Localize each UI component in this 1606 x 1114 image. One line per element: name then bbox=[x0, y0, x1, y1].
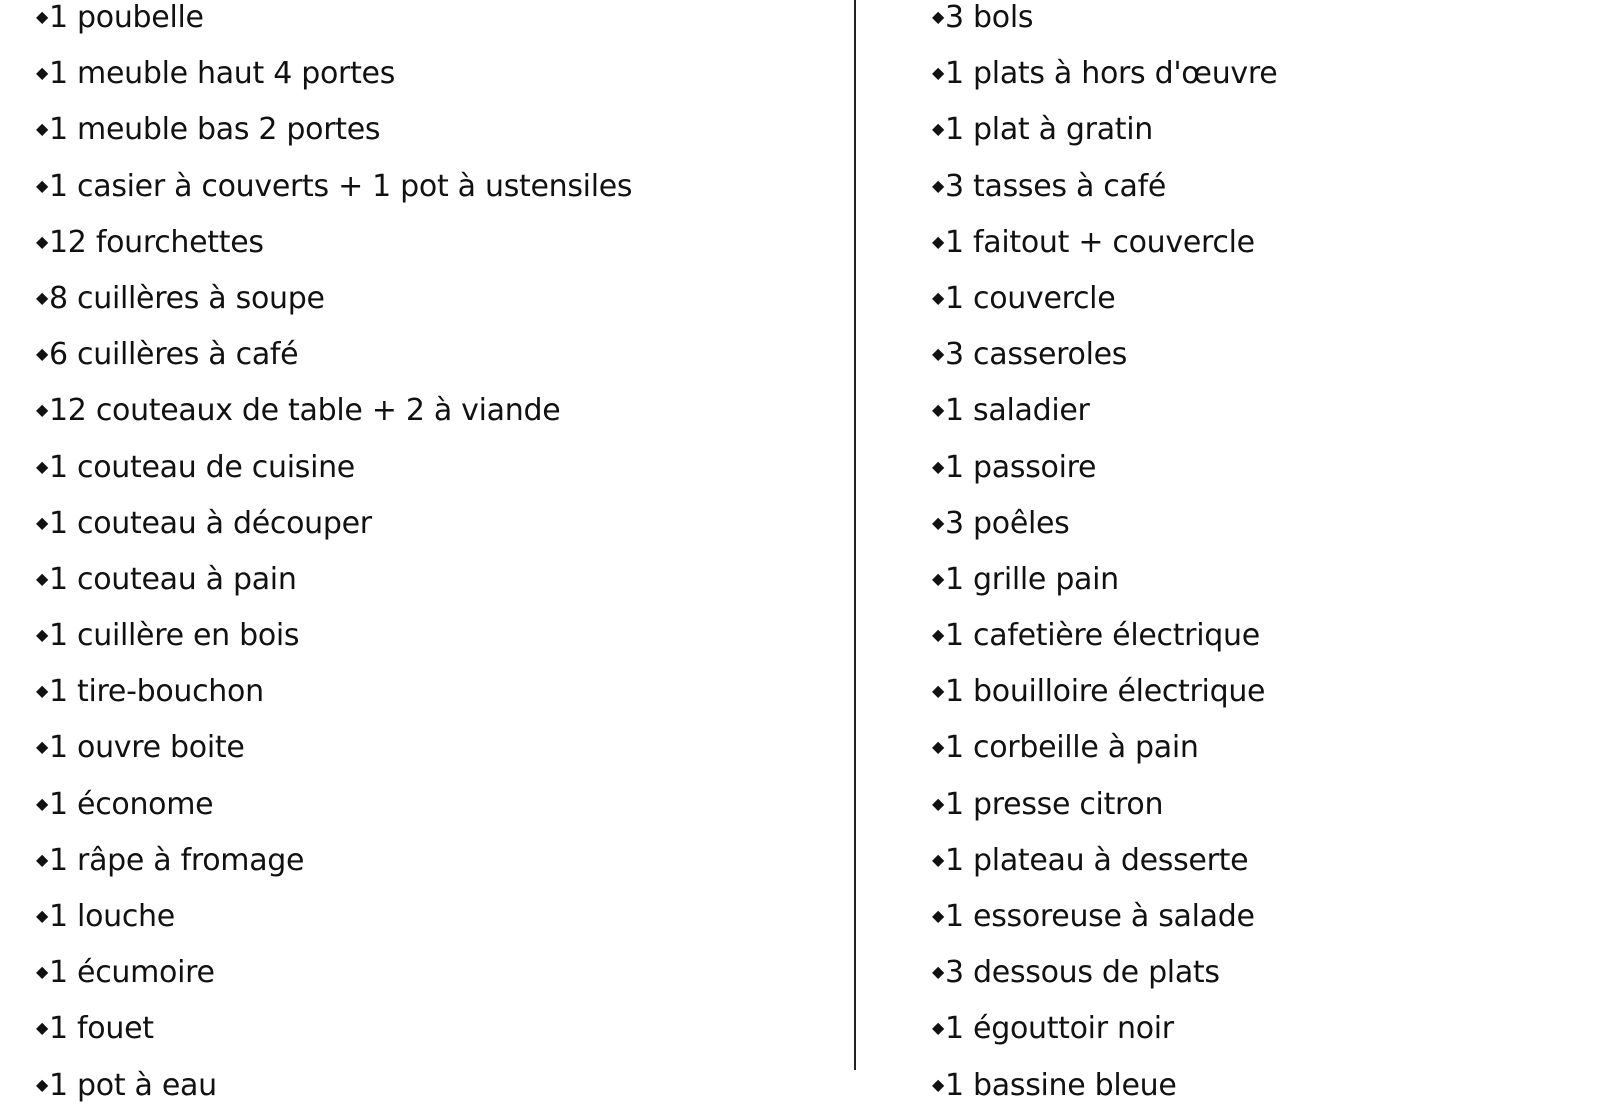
list-item bbox=[36, 551, 632, 607]
diamond-bullet-icon: ◆ bbox=[36, 512, 49, 532]
list-item-text: 3 bols bbox=[945, 0, 1034, 35]
list-item bbox=[932, 495, 1277, 551]
list-item bbox=[932, 551, 1277, 607]
diamond-bullet-icon: ◆ bbox=[932, 849, 945, 869]
list-item bbox=[36, 832, 632, 888]
list-item-text: 1 faitout + couvercle bbox=[945, 224, 1255, 260]
list-item bbox=[36, 1000, 632, 1056]
list-item bbox=[932, 607, 1277, 663]
list-item-text: 1 plat à gratin bbox=[945, 112, 1153, 148]
list-item bbox=[36, 158, 632, 214]
list-item-text: 1 grille pain bbox=[945, 561, 1119, 597]
diamond-bullet-icon: ◆ bbox=[932, 737, 945, 757]
diamond-bullet-icon: ◆ bbox=[932, 962, 945, 982]
list-item-text: 1 râpe à fromage bbox=[49, 842, 305, 878]
diamond-bullet-icon: ◆ bbox=[36, 63, 49, 83]
list-item-text: 1 plateau à desserte bbox=[945, 842, 1249, 878]
diamond-bullet-icon: ◆ bbox=[36, 568, 49, 588]
list-item-text: 1 égouttoir noir bbox=[945, 1011, 1174, 1047]
list-item bbox=[36, 607, 632, 663]
list-item bbox=[36, 101, 632, 157]
list-item bbox=[36, 888, 632, 944]
diamond-bullet-icon: ◆ bbox=[932, 793, 945, 813]
diamond-bullet-icon: ◆ bbox=[932, 287, 945, 307]
list-item bbox=[36, 45, 632, 101]
list-item-text: 1 saladier bbox=[945, 393, 1090, 429]
right-inventory-list bbox=[932, 0, 1277, 1113]
list-item-text: 6 cuillères à café bbox=[49, 337, 299, 373]
list-item-text: 3 casseroles bbox=[945, 337, 1128, 373]
diamond-bullet-icon: ◆ bbox=[36, 1018, 49, 1038]
diamond-bullet-icon: ◆ bbox=[36, 7, 49, 26]
list-item bbox=[36, 0, 632, 45]
diamond-bullet-icon: ◆ bbox=[36, 456, 49, 476]
list-item bbox=[932, 326, 1277, 382]
list-item bbox=[932, 101, 1277, 157]
diamond-bullet-icon: ◆ bbox=[36, 1074, 49, 1094]
list-item-text: 1 bouilloire électrique bbox=[945, 674, 1266, 710]
diamond-bullet-icon: ◆ bbox=[36, 344, 49, 364]
list-item bbox=[932, 270, 1277, 326]
list-item-text: 1 pot à eau bbox=[49, 1067, 217, 1103]
list-item bbox=[36, 719, 632, 775]
list-item bbox=[932, 0, 1277, 45]
list-item bbox=[36, 1057, 632, 1113]
list-item bbox=[932, 382, 1277, 438]
list-item-text: 1 passoire bbox=[945, 449, 1097, 485]
list-item-text: 1 bassine bleue bbox=[945, 1067, 1177, 1103]
diamond-bullet-icon: ◆ bbox=[36, 231, 49, 251]
list-item bbox=[36, 776, 632, 832]
list-item-text: 1 tire-bouchon bbox=[49, 674, 264, 710]
list-item-text: 3 dessous de plats bbox=[945, 955, 1220, 991]
list-item bbox=[932, 158, 1277, 214]
list-item-text: 1 économe bbox=[49, 786, 214, 822]
list-item bbox=[932, 214, 1277, 270]
diamond-bullet-icon: ◆ bbox=[932, 344, 945, 364]
list-item-text: 1 couvercle bbox=[945, 280, 1116, 316]
list-item-text: 1 louche bbox=[49, 899, 175, 934]
list-item-text: 1 couteau à pain bbox=[49, 561, 297, 597]
diamond-bullet-icon: ◆ bbox=[932, 681, 945, 701]
diamond-bullet-icon: ◆ bbox=[36, 400, 49, 420]
diamond-bullet-icon: ◆ bbox=[36, 849, 49, 869]
diamond-bullet-icon: ◆ bbox=[932, 906, 945, 925]
diamond-bullet-icon: ◆ bbox=[36, 625, 49, 645]
list-item bbox=[36, 326, 632, 382]
list-item bbox=[36, 663, 632, 719]
list-item-text: 1 presse citron bbox=[945, 786, 1164, 822]
diamond-bullet-icon: ◆ bbox=[932, 568, 945, 588]
list-item-text: 1 couteau de cuisine bbox=[49, 449, 355, 485]
list-item-text: 1 écumoire bbox=[49, 955, 215, 991]
diamond-bullet-icon: ◆ bbox=[932, 231, 945, 251]
list-item-text: 1 plats à hors d'œuvre bbox=[945, 56, 1278, 92]
list-item bbox=[932, 944, 1277, 1000]
list-item-text: 1 meuble haut 4 portes bbox=[49, 56, 396, 92]
list-item bbox=[932, 776, 1277, 832]
column-divider bbox=[854, 0, 856, 1070]
list-item-text: 3 tasses à café bbox=[945, 168, 1166, 204]
list-item bbox=[932, 832, 1277, 888]
diamond-bullet-icon: ◆ bbox=[932, 63, 945, 83]
list-item-text: 8 cuillères à soupe bbox=[49, 280, 325, 316]
list-item-text: 1 poubelle bbox=[49, 0, 204, 35]
diamond-bullet-icon: ◆ bbox=[36, 119, 49, 139]
diamond-bullet-icon: ◆ bbox=[36, 175, 49, 195]
list-item-text: 1 essoreuse à salade bbox=[945, 899, 1255, 934]
list-item bbox=[932, 1057, 1277, 1113]
diamond-bullet-icon: ◆ bbox=[932, 625, 945, 645]
list-item bbox=[932, 888, 1277, 944]
list-item bbox=[36, 214, 632, 270]
list-item bbox=[932, 663, 1277, 719]
list-item-text: 12 couteaux de table + 2 à viande bbox=[49, 393, 561, 429]
diamond-bullet-icon: ◆ bbox=[36, 737, 49, 757]
diamond-bullet-icon: ◆ bbox=[932, 1074, 945, 1094]
diamond-bullet-icon: ◆ bbox=[36, 681, 49, 701]
diamond-bullet-icon: ◆ bbox=[36, 793, 49, 813]
list-item bbox=[36, 944, 632, 1000]
list-item bbox=[932, 439, 1277, 495]
list-item-text: 1 meuble bas 2 portes bbox=[49, 112, 381, 148]
list-item-text: 1 couteau à découper bbox=[49, 505, 372, 541]
list-item bbox=[36, 270, 632, 326]
list-item bbox=[36, 495, 632, 551]
diamond-bullet-icon: ◆ bbox=[932, 1018, 945, 1038]
diamond-bullet-icon: ◆ bbox=[932, 7, 945, 26]
list-item bbox=[932, 1000, 1277, 1056]
diamond-bullet-icon: ◆ bbox=[932, 175, 945, 195]
list-item bbox=[932, 45, 1277, 101]
diamond-bullet-icon: ◆ bbox=[36, 287, 49, 307]
diamond-bullet-icon: ◆ bbox=[36, 906, 49, 925]
list-item-text: 1 corbeille à pain bbox=[945, 730, 1199, 766]
diamond-bullet-icon: ◆ bbox=[36, 962, 49, 982]
diamond-bullet-icon: ◆ bbox=[932, 400, 945, 420]
left-inventory-list bbox=[36, 0, 632, 1113]
list-item-text: 1 cafetière électrique bbox=[945, 618, 1260, 654]
list-item-text: 12 fourchettes bbox=[49, 224, 264, 260]
diamond-bullet-icon: ◆ bbox=[932, 456, 945, 476]
diamond-bullet-icon: ◆ bbox=[932, 512, 945, 532]
list-item-text: 1 ouvre boite bbox=[49, 730, 245, 766]
list-item-text: 1 cuillère en bois bbox=[49, 618, 300, 654]
diamond-bullet-icon: ◆ bbox=[932, 119, 945, 139]
list-item bbox=[932, 719, 1277, 775]
list-item-text: 1 fouet bbox=[49, 1011, 154, 1047]
list-item bbox=[36, 439, 632, 495]
list-item-text: 1 casier à couverts + 1 pot à ustensiles bbox=[49, 168, 633, 204]
list-item bbox=[36, 382, 632, 438]
list-item-text: 3 poêles bbox=[945, 505, 1070, 541]
